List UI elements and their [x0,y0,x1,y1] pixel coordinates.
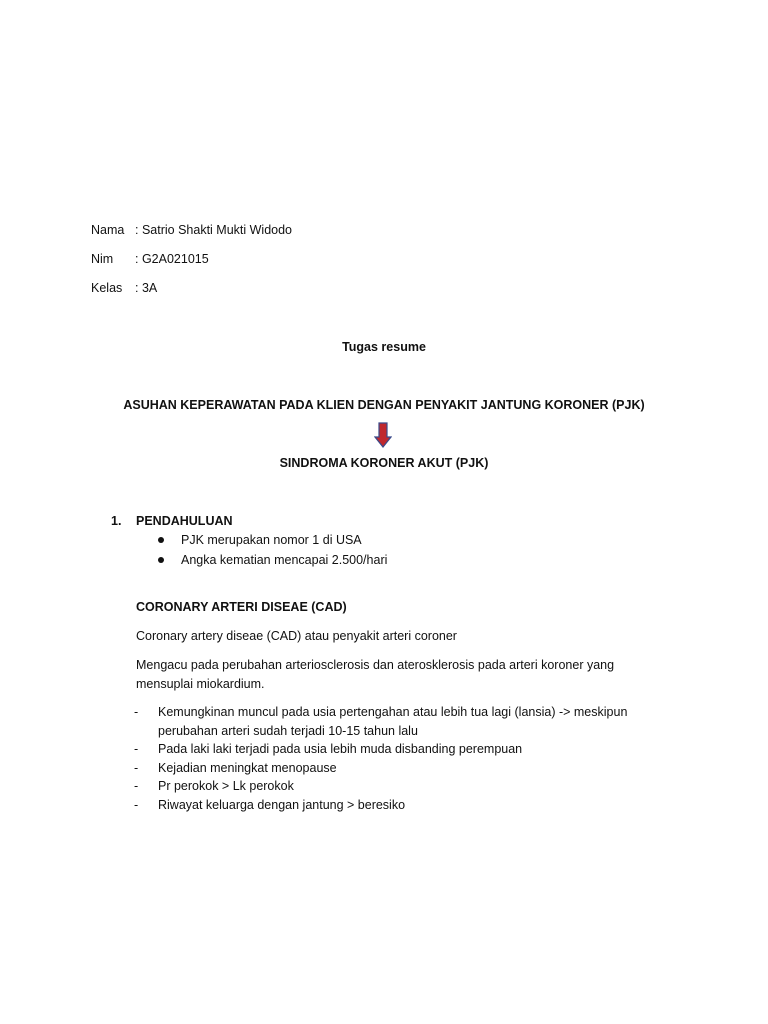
list-item [134,759,654,778]
list-item-text: Pada laki laki terjadi pada usia lebih muda disbanding perempuan [158,742,523,756]
assignment-title: Tugas resume [342,340,426,354]
list-item [134,703,654,740]
bullet-icon [158,537,164,543]
list-item [158,530,387,550]
down-arrow-icon [374,422,392,448]
field-kelas [91,279,157,297]
cad-definition: Coronary artery diseae (CAD) atau penyakit arteri coroner [136,629,457,643]
list-item [134,796,654,815]
list-item-text: PJK merupakan nomor 1 di USA [181,533,362,547]
field-value: : Satrio Shakti Mukti Widodo [135,223,293,237]
field-label: Kelas [91,281,123,295]
list-item [134,777,654,796]
list-item-text: Pr perokok > Lk perokok [158,779,294,793]
field-value: : G2A021015 [135,252,209,266]
field-label: Nim [91,252,114,266]
field-nama [91,221,292,239]
dash-marker: - [134,742,139,756]
dash-marker: - [134,797,139,812]
list-item [158,550,387,570]
list-item-text: Angka kematian mencapai 2.500/hari [181,553,388,567]
sub-title: SINDROMA KORONER AKUT (PJK) [279,456,489,470]
list-item-text: Kejadian meningkat menopause [158,760,337,775]
dash-marker: - [134,760,139,775]
dash-marker: - [134,705,139,719]
bullet-list [158,530,387,570]
dash-marker: - [134,779,139,793]
field-label: Nama [91,223,125,237]
bullet-icon [158,557,164,563]
dash-list [134,703,654,814]
list-item [134,740,654,759]
cad-description: Mengacu pada perubahan arteriosclerosis dan aterosklerosis pada arteri koroner yang mensuplai miokardium. [136,658,615,691]
list-item-text: Kemungkinan muncul pada usia pertengahan atau lebih tua lagi (lansia) -> meskipun perubahan arteri sudah terjadi 10-15 tahun lalu [158,705,628,738]
section-number: 1. [111,514,122,528]
list-item-text: Riwayat keluarga dengan jantung > beresiko [158,797,406,812]
section-title: PENDAHULUAN [136,514,233,528]
field-value: : 3A [135,281,158,295]
cad-heading: CORONARY ARTERI DISEAE (CAD) [136,600,347,614]
field-nim [91,250,209,268]
main-title: ASUHAN KEPERAWATAN PADA KLIEN DENGAN PENYAKIT JANTUNG KORONER (PJK) [123,398,645,412]
